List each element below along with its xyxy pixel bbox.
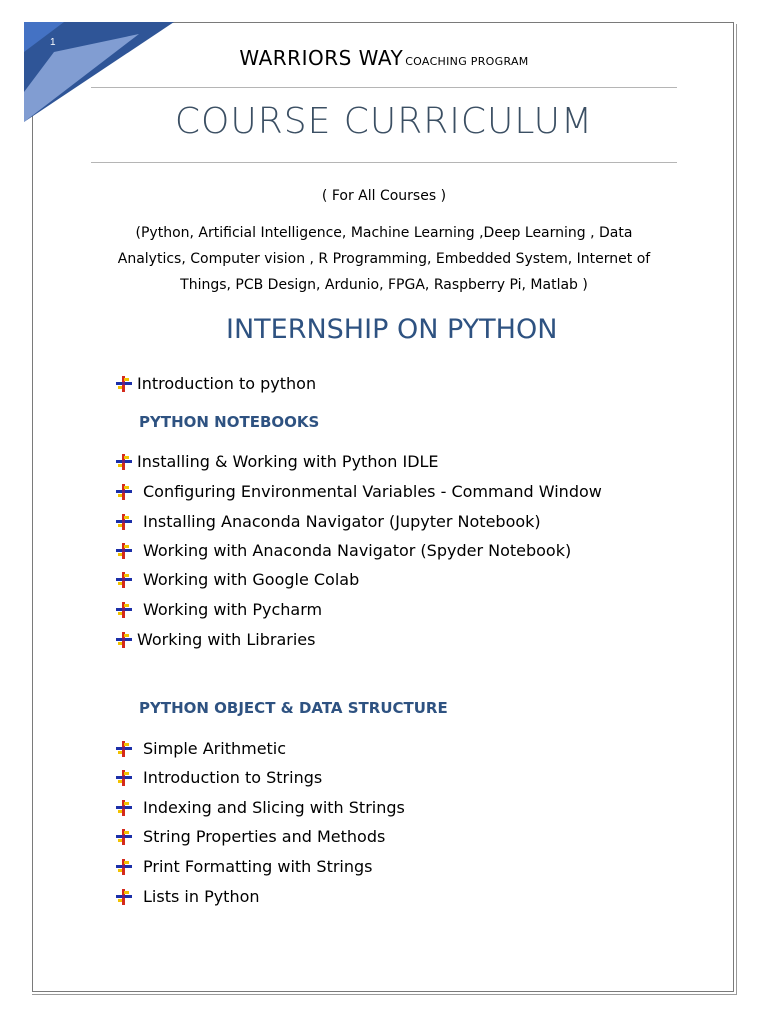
page-shadow-bottom [32,994,736,995]
bullet-icon [115,828,133,846]
list-item-text: Simple Arithmetic [143,739,287,758]
list-item-text: Installing & Working with Python IDLE [137,452,439,471]
objects-heading: PYTHON OBJECT & DATA STRUCTURE [139,699,448,717]
page-border [32,22,734,992]
bullet-icon [115,513,133,531]
brand-name: WARRIORS WAY [239,46,404,70]
page-title: COURSE CURRICULUM [174,101,594,142]
list-item-text: Configuring Environmental Variables - Command Window [143,482,602,501]
list-item [115,482,602,501]
list-item-text: Working with Anaconda Navigator (Spyder Notebook) [143,541,572,560]
courses-list: (Python, Artificial Intelligence, Machine Learning ,Deep Learning , Data Analytics, Computer vision , R Programming, Embedded System, Internet of Things, PCB Design, Ardunio, FPGA, Raspberry Pi, Matlab ) [117,225,651,293]
brand-header [0,46,768,70]
list-item [115,570,359,589]
list-item [115,541,571,560]
bullet-icon [115,799,133,817]
list-item [115,739,286,758]
list-item-text: Working with Google Colab [143,570,360,589]
notebooks-heading: PYTHON NOTEBOOKS [139,413,320,431]
page-number: 1 [50,37,56,48]
list-item [115,374,316,393]
bullet-icon [115,631,133,649]
list-item [115,630,315,649]
bullet-icon [115,888,133,906]
bullet-icon [115,858,133,876]
title-rule [91,162,677,163]
bullet-icon [115,542,133,560]
brand-tagline: COACHING PROGRAM [405,55,529,68]
page-shadow-right [736,24,737,995]
bullet-icon [115,571,133,589]
bullet-icon [115,375,133,393]
list-item [115,827,385,846]
list-item [115,768,322,787]
list-item [115,857,373,876]
list-item-text: Lists in Python [143,887,260,906]
list-item [115,600,322,619]
subtitle: ( For All Courses ) [321,188,447,204]
list-item-text: Introduction to Strings [143,768,323,787]
list-item [115,798,405,817]
section-title: INTERNSHIP ON PYTHON [226,314,558,345]
list-item-text: String Properties and Methods [143,827,386,846]
bullet-icon [115,601,133,619]
top-rule [91,87,677,88]
list-item-text: Working with Pycharm [143,600,323,619]
list-item-text: Working with Libraries [137,630,316,649]
list-item-text: Introduction to python [137,374,317,393]
list-item-text: Indexing and Slicing with Strings [143,798,405,817]
list-item-text: Installing Anaconda Navigator (Jupyter Notebook) [143,512,541,531]
list-item [115,887,260,906]
bullet-icon [115,483,133,501]
bullet-icon [115,769,133,787]
bullet-icon [115,453,133,471]
list-item-text: Print Formatting with Strings [143,857,373,876]
bullet-icon [115,740,133,758]
list-item [115,512,541,531]
list-item [115,452,439,471]
